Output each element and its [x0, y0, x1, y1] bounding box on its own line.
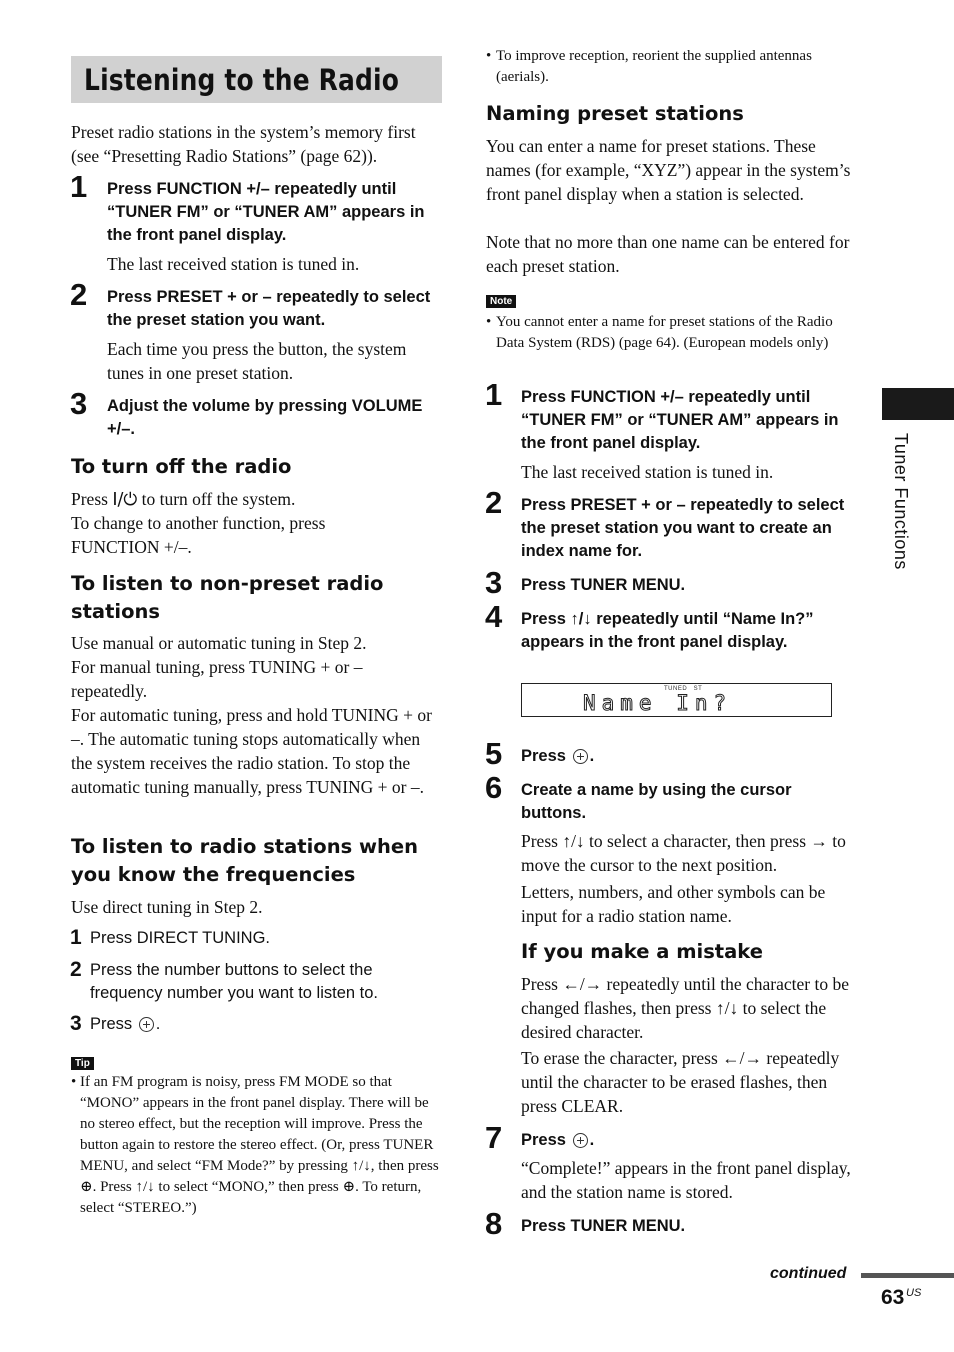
mistake-p1: Press ←/→ repeatedly until the character to be changed flashes, then press ↑/↓ to select the desired character.: [521, 974, 850, 1042]
step-press: Press: [521, 747, 566, 765]
step-number: 4: [485, 599, 503, 634]
step-number: 1: [485, 377, 503, 412]
nonpreset-p3: For automatic tuning, press and hold TUNING + or –. The automatic tuning stops automatically when the system receives the radio station. To stop the automatic tuning manually, press TUNING + or –.: [71, 705, 432, 797]
display-indicators: TUNED ST: [664, 686, 703, 692]
step-number: 6: [485, 770, 503, 805]
page-title: Listening to the Radio: [84, 63, 400, 97]
step-number: 7: [485, 1120, 503, 1155]
step-heading: Press .: [521, 747, 595, 765]
section-heading: If you make a mistake: [521, 940, 763, 963]
step-number: 2: [70, 277, 88, 312]
step-heading: Press PRESET + or – repeatedly to select the preset station you want.: [107, 288, 431, 329]
continued-rule: [861, 1273, 954, 1278]
bullet: •: [486, 314, 492, 330]
tip-text: If an FM program is noisy, press FM MODE so that “MONO” appears in the front panel display. There will be no stereo effect, but the reception will improve. Press the button again to restore the stereo effect. (Or, press TUNER MENU, and select “FM Mode?” by pressing ↑/↓, then press ⊕. Press ↑/↓ to select “MONO,” then press ⊕. To return, select “STEREO.”): [80, 1074, 439, 1216]
step-number: 3: [485, 565, 503, 600]
freq-intro: Use direct tuning in Step 2.: [71, 897, 263, 917]
intro-text: Preset radio stations in the system’s memory first (see “Presetting Radio Stations” (page 62)).: [71, 122, 416, 166]
power-icon: I/⏻: [112, 490, 138, 510]
naming-body-2: Note that no more than one name can be entered for each preset station.: [486, 232, 850, 276]
substep-text: Press .: [90, 1015, 161, 1033]
step-body: Each time you press the button, the system tunes in one preset station.: [107, 339, 407, 383]
step-body-2: Letters, numbers, and other symbols can be input for a radio station name.: [521, 882, 826, 926]
substep-text: Press DIRECT TUNING.: [90, 929, 270, 947]
section-heading: To turn off the radio: [71, 455, 292, 478]
step-press: Press: [521, 1131, 566, 1149]
substep-press: Press: [90, 1015, 133, 1033]
section-heading: To listen to radio stations when you know the frequencies: [71, 835, 418, 886]
reception-tip: To improve reception, reorient the supplied antennas (aerials).: [496, 48, 812, 85]
step-number: 5: [485, 736, 503, 771]
continued-label: continued: [770, 1265, 847, 1282]
step-heading: Create a name by using the cursor buttons.: [521, 781, 792, 822]
step-heading: Adjust the volume by pressing VOLUME +/–.: [107, 397, 423, 438]
step-body: “Complete!” appears in the front panel display, and the station name is stored.: [521, 1158, 851, 1202]
off-rest: to turn off the system.: [141, 489, 296, 509]
side-tab-label: Tuner Functions: [891, 433, 911, 570]
page-region-suffix: US: [906, 1287, 922, 1299]
nonpreset-p2: For manual tuning, press TUNING + or – repeatedly.: [71, 657, 363, 701]
off-paragraph: [71, 487, 443, 512]
step-number: 1: [70, 169, 88, 204]
step-number: 2: [485, 485, 503, 520]
enter-button-icon: [573, 1133, 588, 1148]
step-body: The last received station is tuned in.: [107, 254, 360, 274]
bullet: •: [71, 1074, 77, 1090]
step-heading: Press TUNER MENU.: [521, 1217, 686, 1235]
substep-number: 3: [70, 1012, 82, 1035]
enter-button-icon: [573, 749, 588, 764]
step-heading: Press .: [521, 1131, 595, 1149]
tip-badge: Tip: [71, 1057, 94, 1070]
step-heading: Press TUNER MENU.: [521, 576, 686, 594]
step-number: 8: [485, 1206, 503, 1241]
page-number: 63: [881, 1286, 905, 1309]
step-heading: Press FUNCTION +/– repeatedly until “TUNER FM” or “TUNER AM” appears in the front panel display.: [521, 388, 839, 452]
section-heading: Naming preset stations: [486, 102, 744, 125]
off-paragraph-2: To change to another function, press FUNCTION +/–.: [71, 513, 326, 557]
display-text: Name In?: [583, 691, 733, 715]
off-press: Press: [71, 489, 108, 509]
enter-button-icon: [139, 1017, 154, 1032]
nonpreset-p1: Use manual or automatic tuning in Step 2.: [71, 633, 367, 653]
substep-number: 2: [70, 958, 82, 981]
note-badge: Note: [486, 295, 516, 308]
side-tab-marker: [882, 388, 954, 420]
mistake-p2: To erase the character, press ←/→ repeatedly until the character to be erased flashes, then press CLEAR.: [521, 1048, 840, 1116]
section-heading: To listen to non-preset radio stations: [71, 572, 384, 623]
step-body: The last received station is tuned in.: [521, 462, 774, 482]
step-body: Press ↑/↓ to select a character, then press → to move the cursor to the next position.: [521, 831, 846, 875]
substep-text: Press the number buttons to select the frequency number you want to listen to.: [90, 961, 378, 1002]
step-number: 3: [70, 386, 88, 421]
substep-number: 1: [70, 926, 82, 949]
bullet: •: [486, 48, 492, 64]
step-heading: Press ↑/↓ repeatedly until “Name In?” appears in the front panel display.: [521, 610, 814, 651]
step-heading: Press FUNCTION +/– repeatedly until “TUNER FM” or “TUNER AM” appears in the front panel display.: [107, 180, 425, 244]
naming-body: You can enter a name for preset stations. These names (for example, “XYZ”) appear in the system’s front panel display when a station is selected.: [486, 136, 851, 204]
note-text: You cannot enter a name for preset stations of the Radio Data System (RDS) (page 64). (European models only): [496, 314, 833, 351]
step-heading: Press PRESET + or – repeatedly to select the preset station you want to create an index name for.: [521, 496, 845, 560]
